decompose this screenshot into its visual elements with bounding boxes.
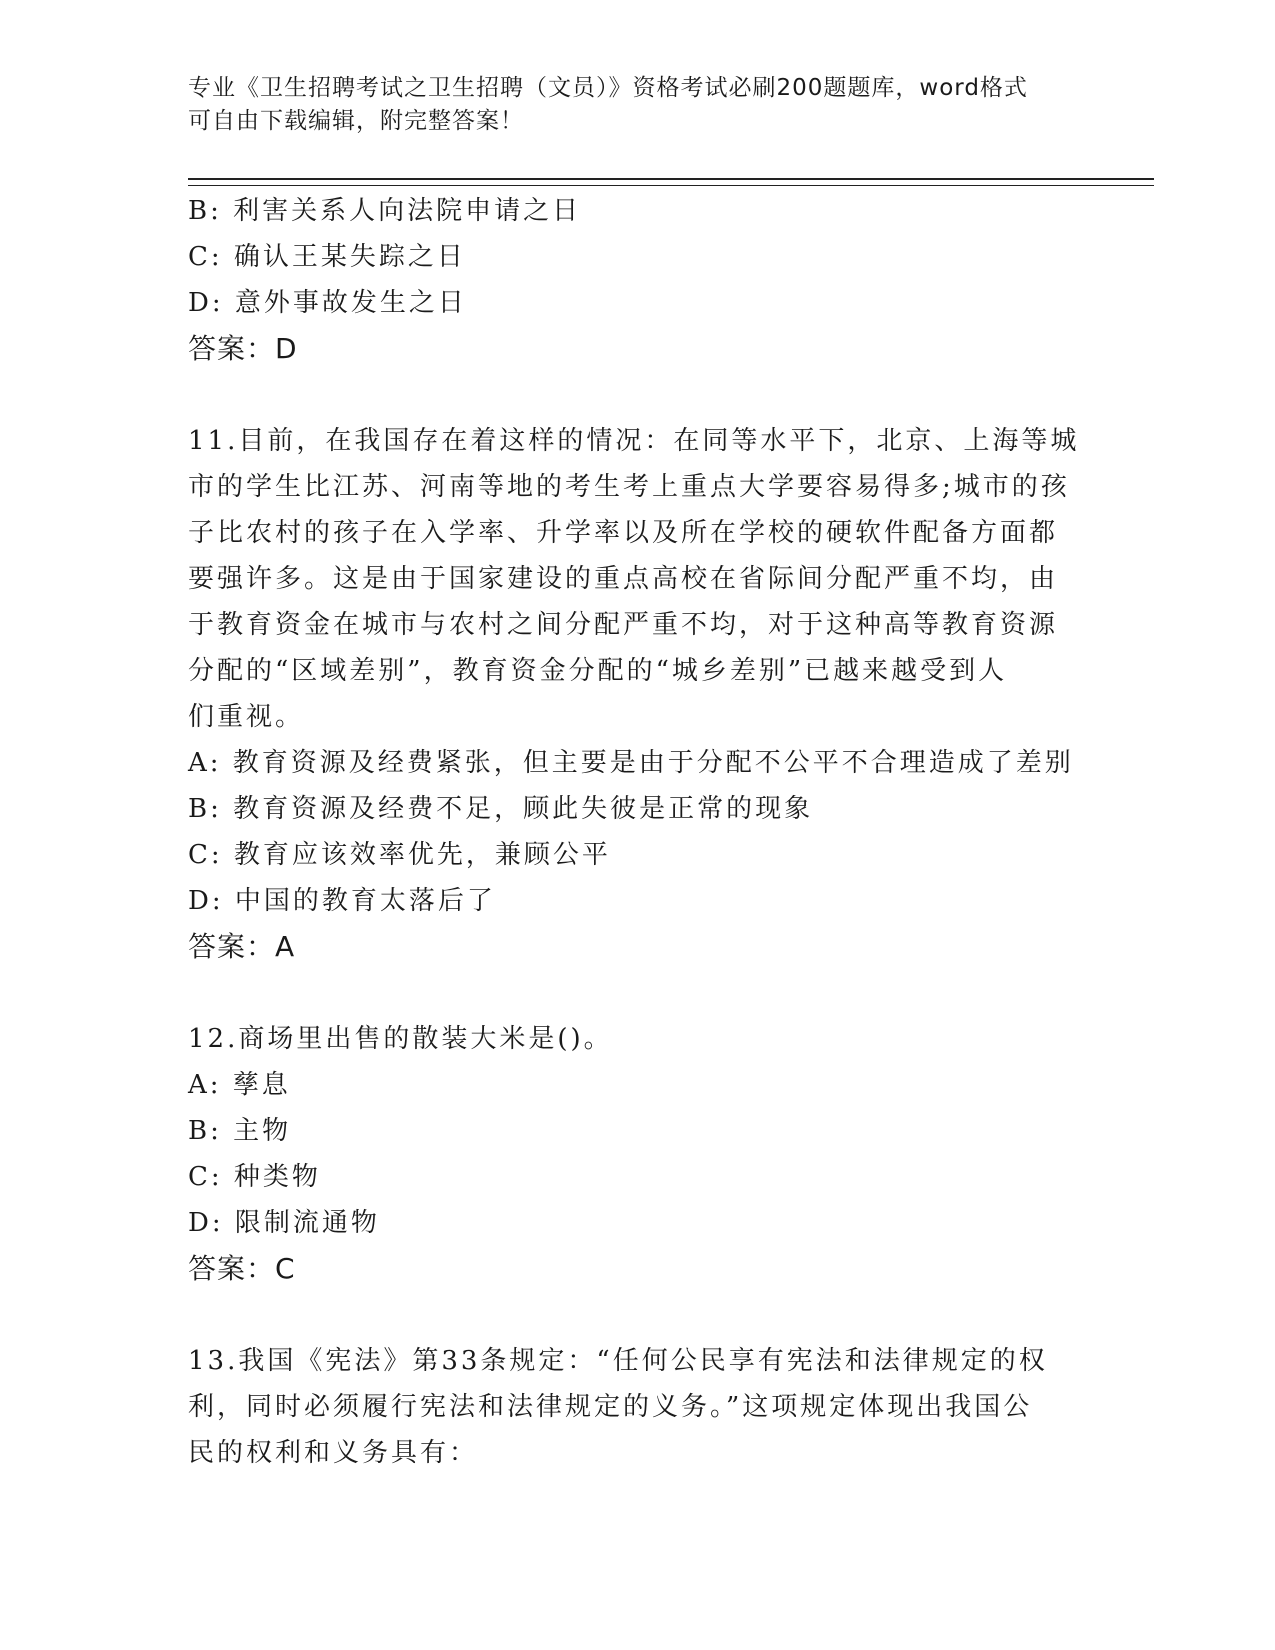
header-line-2: 可自由下载编辑，附完整答案！: [188, 108, 524, 134]
option-d: D: 限制流通物: [188, 1208, 380, 1238]
header-divider-thin: [188, 185, 1154, 186]
question-13: [188, 1338, 1088, 1476]
header-divider-thick: [188, 178, 1154, 180]
option-a: A: 教育资源及经费紧张，但主要是由于分配不公平不合理造成了差别: [188, 748, 1074, 778]
option-a: A: 孳息: [188, 1070, 291, 1100]
answer-line: 答案：C: [188, 1252, 296, 1285]
question-text-line: 们重视。: [188, 702, 305, 732]
answer-line: 答案：D: [188, 332, 298, 365]
question-12: [188, 1016, 1088, 1292]
spacer: [188, 1292, 1088, 1338]
option-c: C: 确认王某失踪之日: [188, 242, 466, 272]
option-d: D: 意外事故发生之日: [188, 288, 467, 318]
option-c: C: 种类物: [188, 1162, 321, 1192]
question-text-line: 11.目前，在我国存在着这样的情况：在同等水平下，北京、上海等城: [188, 426, 1080, 456]
option-b: B: 利害关系人向法院申请之日: [188, 196, 582, 226]
question-content: [188, 188, 1088, 1476]
option-d: D: 中国的教育太落后了: [188, 886, 496, 916]
document-header: [188, 72, 1088, 138]
question-text-line: 子比农村的孩子在入学率、升学率以及所在学校的硬软件配备方面都: [188, 518, 1059, 548]
question-text-line: 分配的“区域差别”，教育资金分配的“城乡差别”已越来越受到人: [188, 656, 1008, 686]
option-b: B: 教育资源及经费不足，顾此失彼是正常的现象: [188, 794, 814, 824]
question-text-line: 利，同时必须履行宪法和法律规定的义务。”这项规定体现出我国公: [188, 1392, 1033, 1422]
question-text-line: 于教育资金在城市与农村之间分配严重不均，对于这种高等教育资源: [188, 610, 1059, 640]
answer-line: 答案：A: [188, 930, 296, 963]
question-text-line: 市的学生比江苏、河南等地的考生考上重点大学要容易得多;城市的孩: [188, 472, 1070, 502]
question-11: [188, 418, 1088, 970]
question-text-line: 要强许多。这是由于国家建设的重点高校在省际间分配严重不均，由: [188, 564, 1059, 594]
option-c: C: 教育应该效率优先，兼顾公平: [188, 840, 611, 870]
header-line-1: 专业《卫生招聘考试之卫生招聘（文员）》资格考试必刷200题题库，word格式: [188, 75, 1028, 101]
spacer: [188, 970, 1088, 1016]
spacer: [188, 372, 1088, 418]
question-text-line: 12.商场里出售的散装大米是()。: [188, 1024, 613, 1054]
question-10-continued: [188, 188, 1088, 372]
question-text-line: 13.我国《宪法》第33条规定：“任何公民享有宪法和法律规定的权: [188, 1346, 1048, 1376]
question-text-line: 民的权利和义务具有：: [188, 1438, 479, 1468]
option-b: B: 主物: [188, 1116, 292, 1146]
